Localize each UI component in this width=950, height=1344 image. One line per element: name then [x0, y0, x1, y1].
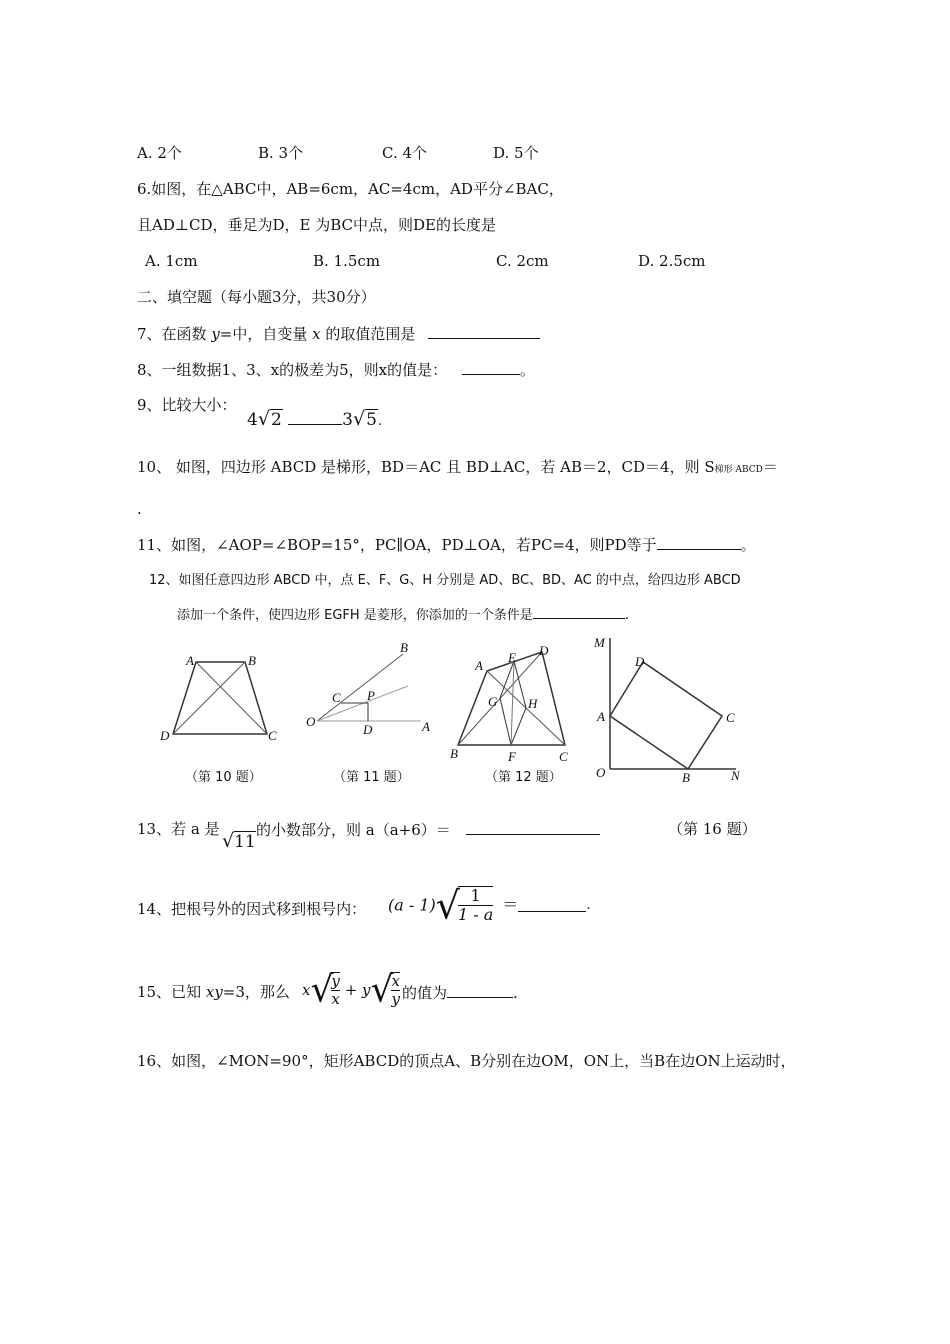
figure-11 [303, 642, 438, 742]
fig12-label-f: F [508, 749, 516, 764]
q9-right-coef: 3 [342, 410, 353, 430]
q15-numerator-2: x [391, 972, 400, 990]
q13-post-wrap [256, 822, 600, 838]
q15-end: . [513, 984, 518, 1002]
fig10-label-a: A [186, 653, 194, 668]
q15-post-wrap [402, 985, 518, 1001]
q7-post: 的取值范围是 [320, 325, 416, 343]
radical-icon: √ [310, 969, 334, 1011]
q10-text: 10、 如图，四边形 ABCD 是梯形，BD＝AC 且 BD⊥AC，若 AB＝2，CD＝4，则 S [137, 458, 715, 476]
q12-line2-wrap [177, 606, 629, 622]
q6-line2: 且AD⊥CD，垂足为D，E 为BC中点，则DE的长度是 [137, 216, 496, 234]
q15-expression [302, 969, 400, 1011]
q5-option-a: A. 2个 [137, 144, 182, 162]
q15-denominator-2: y [391, 990, 400, 1009]
q7-answer-blank[interactable] [428, 326, 540, 339]
q15-pre: 15、已知 [137, 983, 206, 1001]
radical-icon: √ [257, 408, 270, 430]
q10-eq: ＝ [762, 458, 778, 476]
figure-12 [445, 640, 575, 765]
q9-left-radicand: 2 [270, 410, 282, 430]
q13-radical [222, 832, 256, 851]
q8-answer-blank[interactable] [462, 362, 520, 375]
q8-end: 。 [519, 361, 535, 379]
q14-answer-blank[interactable] [518, 899, 586, 912]
figure-10 [155, 648, 285, 748]
fig11-label-o: O [306, 714, 316, 729]
q13-post: 的小数部分，则 a（a+6）＝ [256, 821, 451, 839]
figure-16-caption: （第 16 题） [668, 820, 757, 838]
radical-icon: √ [222, 830, 235, 852]
q15-xy: xy [205, 983, 223, 1001]
q9-label: 9、比较大小： [137, 396, 237, 414]
q15-fraction-2 [391, 972, 399, 1009]
fig10-label-d: D [160, 728, 170, 743]
q9-end: . [377, 414, 383, 429]
q7-y: y [211, 325, 220, 343]
figure-10-caption: （第 10 题） [185, 770, 262, 785]
q12-line1: 12、如图任意四边形 ABCD 中，点 E、F、G、H 分别是 AD、BC、BD、AC 的中点，给四边形 ABCD [149, 573, 741, 588]
q9-expression [247, 410, 382, 429]
fig16-label-d: D [635, 654, 645, 669]
fig11-label-d: D [363, 722, 373, 737]
fig10-label-b: B [248, 653, 256, 668]
fig16-label-b: B [682, 770, 690, 785]
fig12-label-g: G [488, 694, 498, 709]
q14-factor: (a - 1) [388, 895, 436, 915]
q6-option-a: A. 1cm [145, 252, 198, 270]
fig11-label-a: A [422, 719, 430, 734]
q16-text: 16、如图，∠MON=90°，矩形ABCD的顶点A、B分别在边OM，ON上，当B在边ON上运动时， [137, 1052, 796, 1070]
q15-answer-blank[interactable] [447, 985, 513, 998]
q13-radicand: 11 [234, 832, 256, 852]
ray-ob [317, 654, 403, 721]
q12-line2: 添加一个条件，使四边形 EGFH 是菱形，你添加的一个条件是 [177, 608, 533, 623]
radical-icon: √ [353, 408, 366, 430]
q11-text: 11、如图，∠AOP=∠BOP=15°，PC∥OA，PD⊥OA，若PC=4，则PD等于 [137, 536, 657, 554]
q6-line1: 6.如图，在△ABC中，AB=6cm，AC=4cm，AD平分∠BAC， [137, 180, 564, 198]
fig12-label-e: E [508, 650, 516, 665]
q14-eq: ＝ [502, 895, 519, 915]
q14-fraction [458, 886, 493, 925]
rectangle-abcd [610, 662, 722, 769]
q11-end: 。 [740, 536, 756, 554]
q15-fraction-1 [331, 972, 339, 1009]
figure-11-caption: （第 11 题） [333, 770, 410, 785]
q14-expression [388, 883, 591, 928]
fig12-label-h: H [528, 696, 538, 711]
q5-option-d: D. 5个 [493, 144, 539, 162]
fig10-label-c: C [268, 728, 277, 743]
section-heading: 二、填空题（每小题3分，共30分） [137, 288, 376, 306]
q6-option-d: D. 2.5cm [638, 252, 706, 270]
fig16-label-m: M [594, 635, 605, 650]
fig16-label-o: O [596, 765, 606, 780]
q15-numerator-1: y [331, 972, 340, 990]
q9-answer-blank[interactable] [288, 415, 342, 425]
fig11-label-p: P [367, 688, 375, 703]
fig11-label-b: B [400, 642, 408, 655]
q10-subscript: 梯形 ABCD [714, 465, 763, 475]
q15-y-coef: y [362, 980, 371, 999]
q15-denominator-1: x [331, 990, 340, 1009]
q14-label: 14、把根号外的因式移到根号内： [137, 900, 367, 918]
q15-post: 的值为 [402, 984, 448, 1002]
q7-eq: =中，自变量 [219, 325, 313, 343]
q14-numerator: 1 [458, 887, 493, 906]
fig11-label-c: C [332, 690, 341, 705]
q14-denominator: 1 - a [458, 905, 494, 925]
q13-pre: 13、若 a 是 [137, 820, 220, 838]
q9-left-coef: 4 [247, 410, 258, 430]
q6-option-b: B. 1.5cm [313, 252, 381, 270]
fig16-label-c: C [726, 710, 735, 725]
fig16-label-a: A [597, 709, 605, 724]
q5-option-b: B. 3个 [258, 144, 304, 162]
q13 [137, 822, 220, 837]
q12-answer-blank[interactable] [533, 606, 625, 619]
fig12-label-b: B [450, 746, 458, 761]
radical-icon: √ [370, 969, 394, 1011]
q5-option-c: C. 4个 [382, 144, 428, 162]
q7 [137, 326, 540, 342]
q6-option-c: C. 2cm [496, 252, 549, 270]
q13-answer-blank[interactable] [466, 822, 600, 835]
q12-end: . [624, 608, 629, 623]
q15-cond: =3，那么 [222, 983, 290, 1001]
segment-ef [511, 661, 514, 745]
fig12-label-d: D [539, 643, 549, 658]
q11-answer-blank[interactable] [657, 537, 741, 550]
fig12-label-c: C [559, 749, 568, 764]
q10-dot: . [137, 500, 142, 518]
trapezoid-shape [173, 662, 267, 734]
fig16-label-n: N [731, 768, 740, 783]
figure-12-caption: （第 12 题） [485, 770, 562, 785]
q15-plus: + [344, 980, 358, 999]
q8-text: 8、一组数据1、3、x的极差为5，则x的值是： [137, 361, 448, 379]
fig12-label-a: A [475, 658, 483, 673]
q10 [137, 460, 778, 475]
q7-x: x [312, 325, 321, 343]
figure-16 [588, 630, 748, 785]
q7-pre: 7、在函数 [137, 325, 212, 343]
q15-x-coef: x [302, 980, 311, 999]
radical-icon: √ [435, 883, 460, 928]
q9-right-radicand: 5 [366, 410, 377, 430]
q8 [137, 362, 535, 378]
q15 [137, 985, 290, 1000]
q11 [137, 537, 756, 553]
q14-end: . [586, 897, 591, 913]
